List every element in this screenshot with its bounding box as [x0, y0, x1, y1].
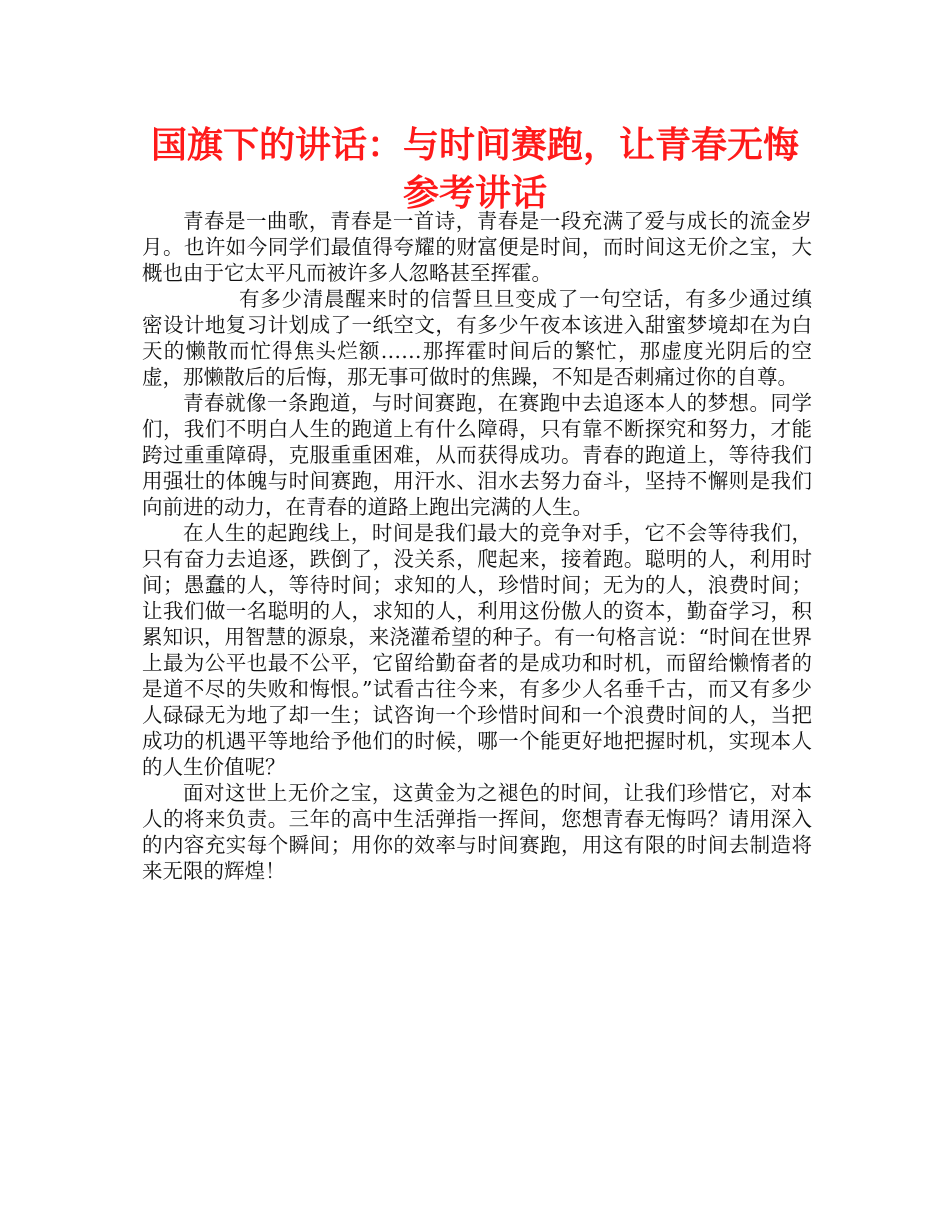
title-line-1: 国旗下的讲话：与时间赛跑，让青春无悔 — [150, 125, 799, 166]
paragraph-3: 青春就像一条跑道，与时间赛跑，在赛跑中去追逐本人的梦想。同学们，我们不明白人生的跑道上有什么障碍，只有靠不断探究和努力，才能跨过重重障碍，克服重重困难，从而获得成功。青春的跑道上，等待我们用强壮的体魄与时间赛跑，用汗水、泪水去努力奋斗，坚持不懈则是我们向前进的动力，在青春的道路上跑出完满的人生。 — [142, 391, 812, 519]
paragraph-1: 青春是一曲歌，青春是一首诗，青春是一段充满了爱与成长的流金岁月。也许如今同学们最值得夸耀的财富便是时间，而时间这无价之宝，大概也由于它太平凡而被许多人忽略甚至挥霍。 — [142, 209, 812, 285]
title-line-2: 参考讲话 — [402, 173, 547, 214]
document-body — [142, 208, 812, 884]
document-title — [120, 122, 830, 218]
paragraph-5: 面对这世上无价之宝，这黄金为之褪色的时间，让我们珍惜它，对本人的将来负责。三年的高中生活弹指一挥间，您想青春无悔吗？请用深入的内容充实每个瞬间；用你的效率与时间赛跑，用这有限的时间去制造将来无限的辉煌！ — [142, 781, 812, 883]
paragraph-2: 有多少清晨醒来时的信誓旦旦变成了一句空话，有多少通过缜密设计地复习计划成了一纸空文，有多少午夜本该进入甜蜜梦境却在为白天的懒散而忙得焦头烂额……那挥霍时间后的繁忙，那虚度光阴后的空虚，那懒散后的后悔，那无事可做时的焦躁，不知是否刺痛过你的自尊。 — [142, 287, 812, 389]
paragraph-4: 在人生的起跑线上，时间是我们最大的竞争对手，它不会等待我们，只有奋力去追逐，跌倒了，没关系，爬起来，接着跑。聪明的人，利用时间；愚蠢的人，等待时间；求知的人，珍惜时间；无为的人，浪费时间；让我们做一名聪明的人，求知的人，利用这份傲人的资本，勤奋学习，积累知识，用智慧的源泉，来浇灌希望的种子。有一句格言说：“时间在世界上最为公平也最不公平，它留给勤奋者的是成功和时机，而留给懒惰者的是道不尽的失败和悔恨。”试看古往今来，有多少人名垂千古，而又有多少人碌碌无为地了却一生；试咨询一个珍惜时间和一个浪费时间的人，当把成功的机遇平等地给予他们的时候，哪一个能更好地把握时机，实现本人的人生价值呢？ — [142, 521, 812, 779]
